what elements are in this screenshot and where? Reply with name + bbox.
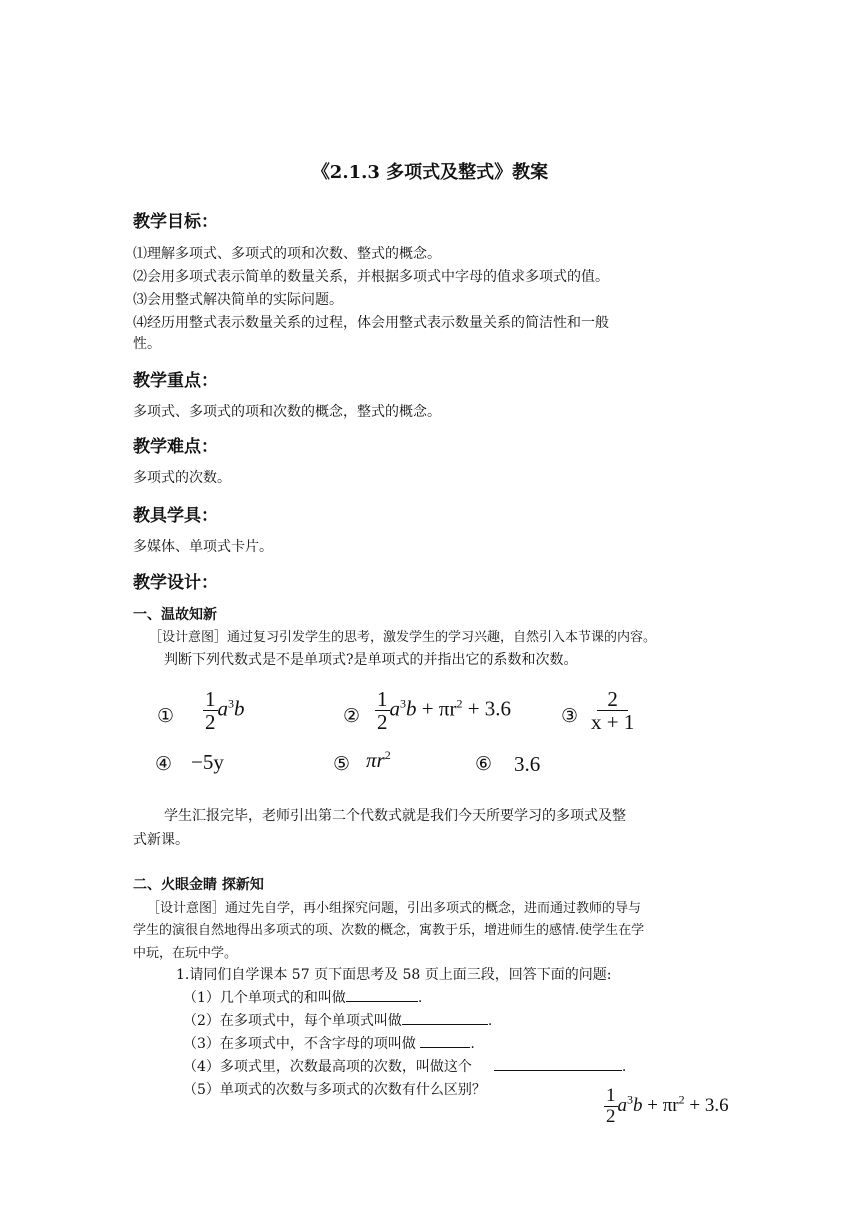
question-1: [183, 987, 422, 1007]
marker-3: ③: [561, 705, 579, 727]
section2-heading: 二、火眼金睛 探新知: [133, 877, 264, 893]
question-4-text: （4）多项式里，次数最高项的次数，叫做这个: [183, 1059, 472, 1075]
answer-blank[interactable]: [402, 1011, 488, 1025]
difficulties-heading: 教学难点：: [133, 437, 218, 457]
fraction-numerator: 1: [377, 687, 388, 711]
fraction-denominator: x + 1: [591, 710, 635, 735]
marker-5: ⑤: [333, 753, 351, 775]
objective-item: ⑷经历用整式表示数量关系的过程，体会用整式表示数量关系的简洁性和一般: [133, 315, 609, 331]
marker-1: ①: [157, 705, 175, 727]
period: .: [621, 1059, 627, 1075]
section1-heading: 一、温故知新: [133, 607, 217, 623]
expression-3: [589, 688, 636, 733]
expression-2: $\frac{1}{2}$ $a^3b + \pi r^2 + 3.6$: [377, 687, 512, 735]
objective-item: ⑴理解多项式、多项式的项和次数、整式的概念。: [133, 246, 441, 262]
fraction-denominator: 2: [377, 710, 388, 735]
question-5: （5）单项式的次数与多项式的次数有什么区别？: [183, 1082, 486, 1098]
question-2: [183, 1010, 492, 1030]
period: .: [417, 990, 423, 1006]
objective-item: 性。: [133, 336, 161, 352]
expression-term: + πr: [421, 696, 457, 721]
section2-intent-cont: 学生的演很自然地得出多项式的项、次数的概念，寓教于乐，增进师生的感情.使学生在学: [133, 923, 645, 938]
answer-blank[interactable]: [346, 988, 418, 1002]
question-3: [183, 1033, 475, 1053]
expression-term: + πr: [647, 1094, 679, 1116]
answer-blank[interactable]: [494, 1057, 622, 1071]
design-heading: 教学设计：: [133, 573, 218, 593]
fraction-numerator: 1: [606, 1085, 616, 1106]
marker-6: ⑥: [475, 753, 493, 775]
section2-intent: ［设计意图］通过先自学，再小组探究问题，引出多项式的概念，进而通过教师的导与: [147, 901, 642, 916]
task-line: 1.请同们自学课本 57 页下面思考及 58 页上面三段，回答下面的问题:: [176, 967, 612, 983]
expression-constant: + 3.6: [467, 696, 512, 721]
expression-5: $\pi r^2$: [366, 748, 391, 772]
fraction-numerator: 2: [597, 688, 628, 711]
expression-4: −5y: [191, 750, 224, 774]
question-4: [183, 1056, 626, 1076]
difficulties-text: 多项式的次数。: [133, 470, 231, 486]
key-points-heading: 教学重点：: [133, 371, 218, 391]
marker-2: ②: [343, 705, 361, 727]
expression-bottom: $\frac{1}{2}$ $a^3b + \pi r^2 + 3.6$: [606, 1085, 729, 1127]
marker-4: ④: [155, 753, 173, 775]
period: .: [470, 1036, 475, 1052]
expression-constant: + 3.6: [689, 1094, 729, 1116]
answer-blank[interactable]: [420, 1034, 470, 1048]
section1-question: 判断下列代数式是不是单项式?是单项式的并指出它的系数和次数。: [164, 652, 578, 668]
key-points-text: 多项式、多项式的项和次数的概念，整式的概念。: [133, 404, 441, 420]
tools-heading: 教具学具：: [133, 506, 218, 526]
section2-intent-cont: 中玩，在玩中学。: [133, 946, 238, 961]
objective-item: ⑶会用整式解决简单的实际问题。: [133, 292, 343, 308]
expression-1: $\frac{1}{2}$ $a^3b$: [205, 687, 245, 735]
tools-text: 多媒体、单项式卡片。: [133, 539, 273, 555]
fraction-denominator: 2: [606, 1105, 616, 1127]
expression-6: 3.6: [514, 752, 541, 776]
question-1-text: （1）几个单项式的和叫做: [183, 990, 346, 1006]
page-title: 《2.1.3 多项式及整式》教案: [311, 162, 549, 183]
period: .: [487, 1013, 493, 1029]
section1-intent: ［设计意图］通过复习引发学生的思考，激发学生的学习兴趣，自然引入本节课的内容。: [149, 630, 657, 645]
objectives-heading: 教学目标：: [133, 212, 218, 232]
question-2-text: （2）在多项式中，每个单项式叫做: [183, 1013, 402, 1029]
section1-summary: 学生汇报完毕，老师引出第二个代数式就是我们今天所要学习的多项式及整: [164, 808, 626, 824]
section1-summary-cont: 式新课。: [133, 832, 189, 848]
question-3-text: （3）在多项式中，不含字母的项叫做: [183, 1036, 416, 1052]
objective-item: ⑵会用多项式表示简单的数量关系，并根据多项式中字母的值求多项式的值。: [133, 269, 609, 285]
fraction-numerator: 1: [205, 687, 216, 711]
fraction-denominator: 2: [205, 710, 216, 735]
